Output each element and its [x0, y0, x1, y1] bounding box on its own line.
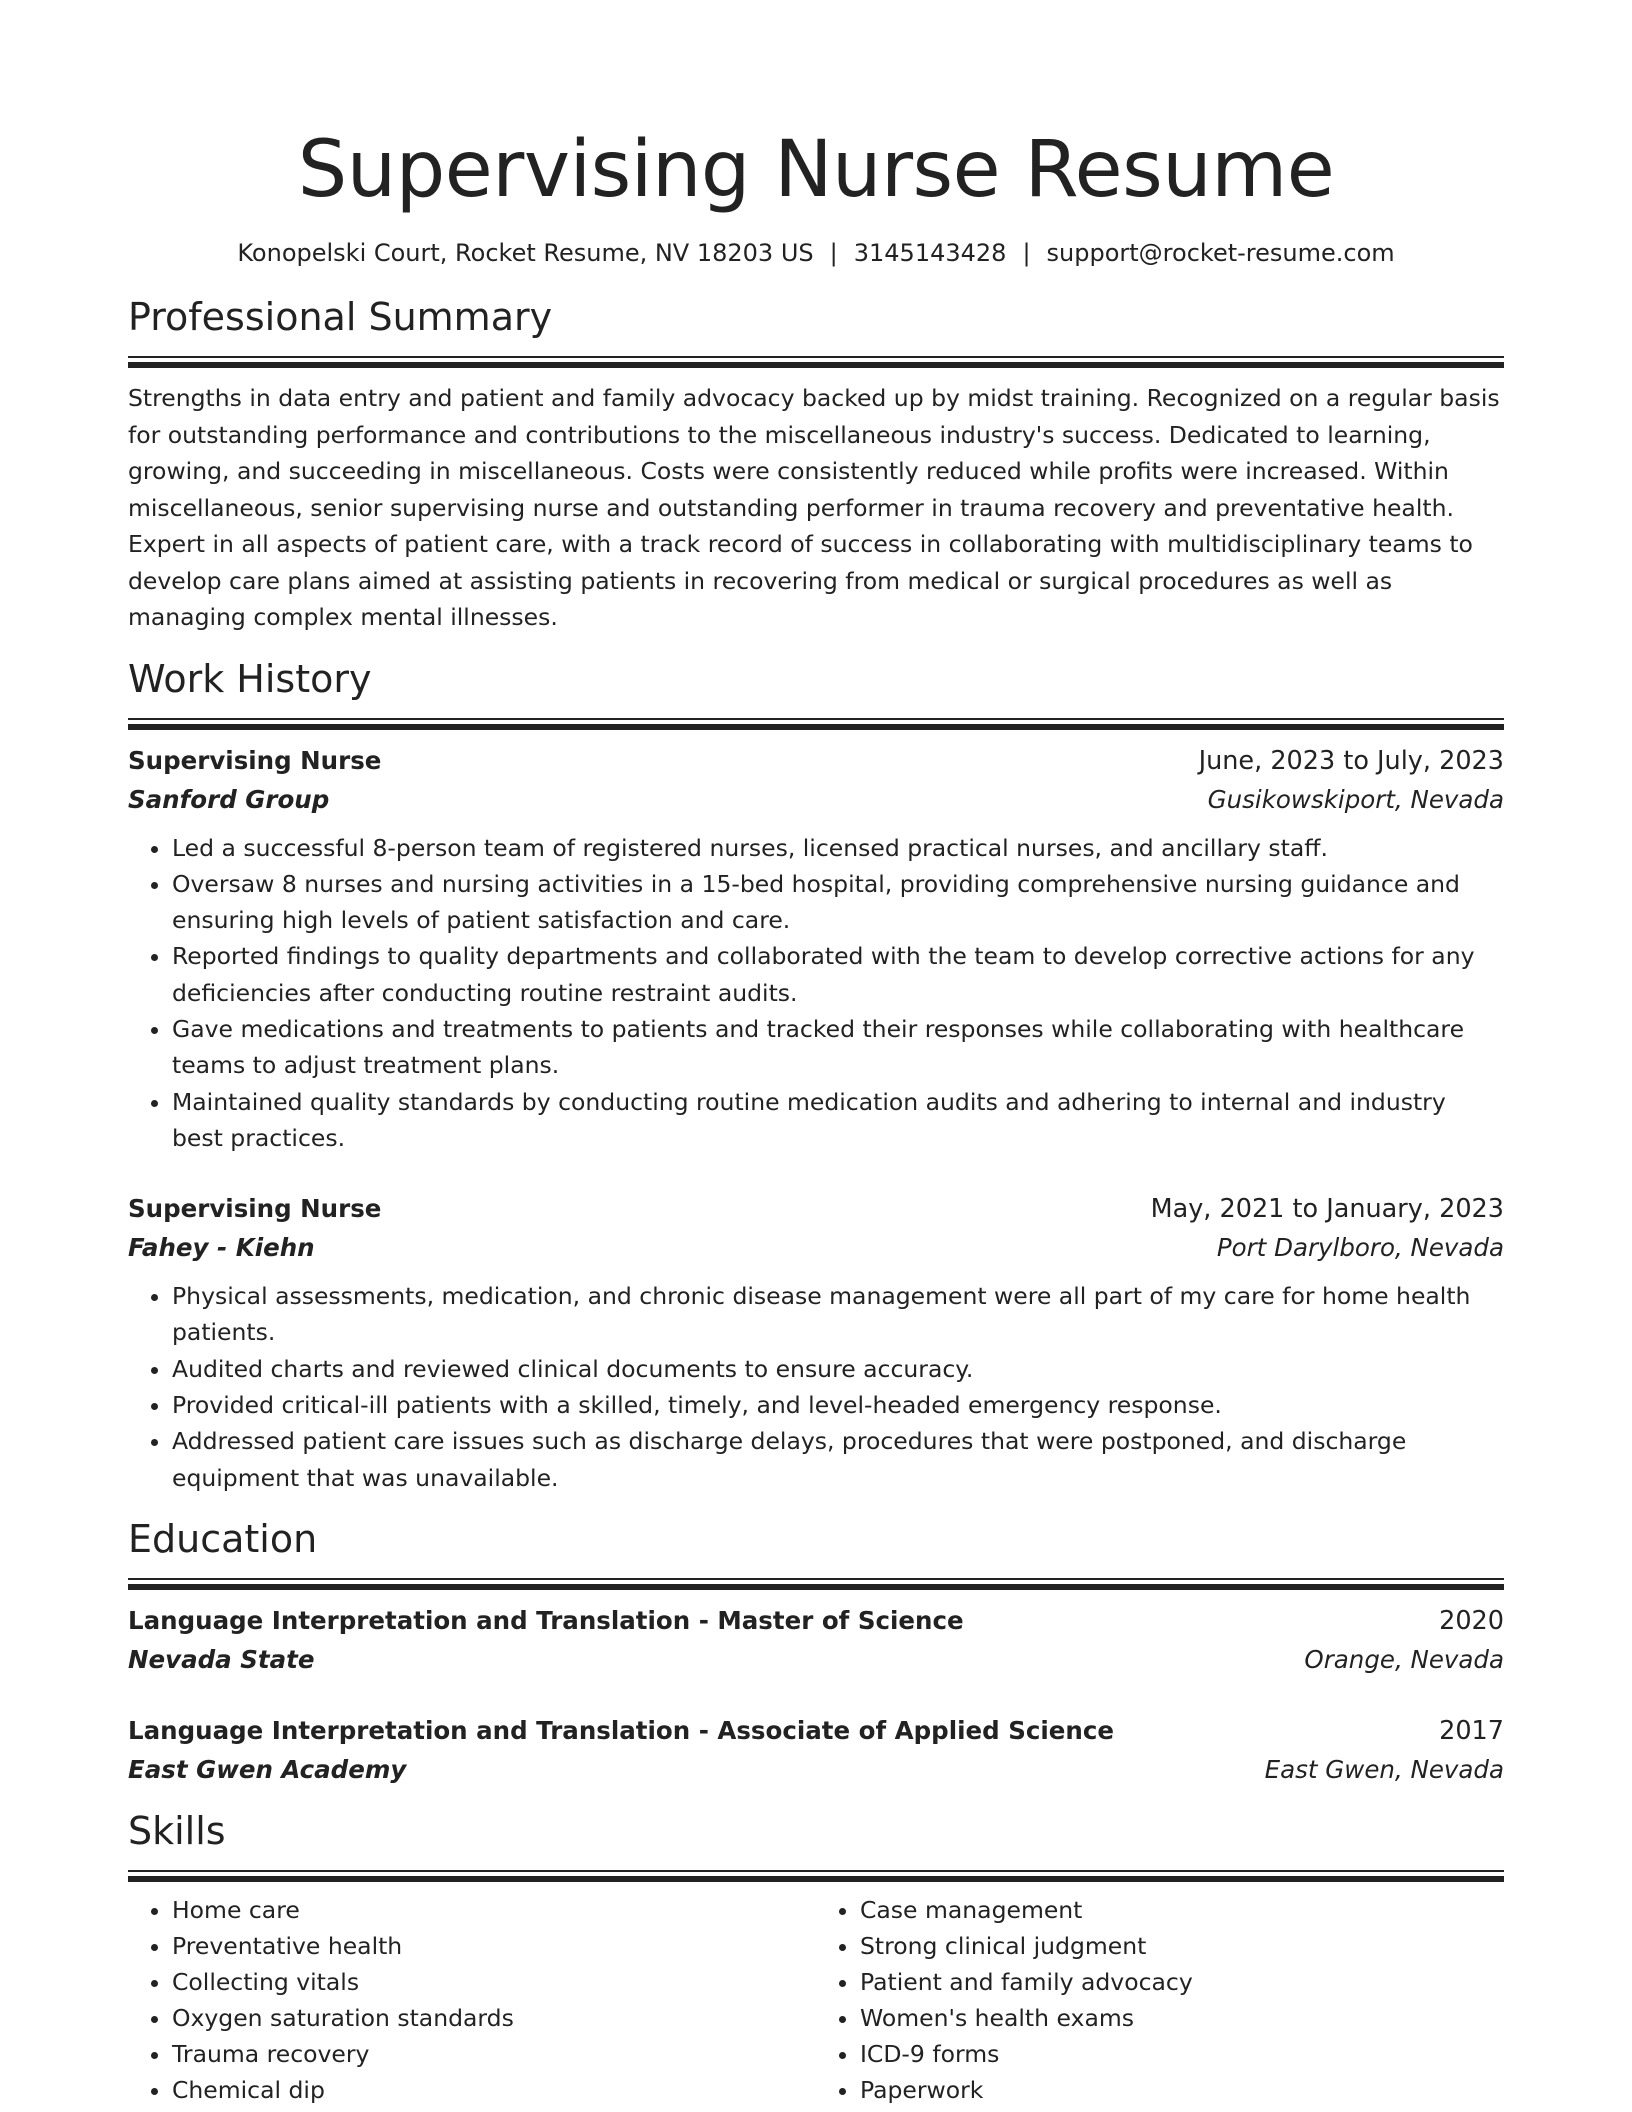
work-history-section	[128, 656, 1504, 1496]
list-item: • Physical assessments, medication, and chronic disease management were all part of my care for home health patients.	[172, 1278, 1504, 1351]
page-title: Supervising Nurse Resume	[297, 125, 1335, 215]
school-location: Orange, Nevada	[1304, 1644, 1504, 1674]
section-heading: Professional Summary	[128, 295, 553, 339]
section-divider	[128, 1870, 1504, 1882]
address: Konopelski Court, Rocket Resume, NV 18203 US	[237, 239, 814, 267]
section-divider	[128, 1578, 1504, 1590]
job-title: Supervising Nurse	[128, 1194, 382, 1224]
job-bullets	[128, 830, 1504, 1157]
list-item: • Gave medications and treatments to patients and tracked their responses while collaborating with healthcare teams to adjust treatment plans.	[172, 1011, 1504, 1084]
list-item: • Led a successful 8-person team of registered nurses, licensed practical nurses, and ancillary staff.	[172, 830, 1504, 866]
list-item: • Audited charts and reviewed clinical documents to ensure accuracy.	[172, 1351, 1504, 1387]
summary-text: Strengths in data entry and patient and family advocacy backed up by midst training. Recognized on a regular basis for outstanding performance and contributions to the miscellaneous industry's success. Dedicated to learning, growing, and succeeding in miscellaneous. Costs were consistently reduced while profits were increased. Within miscellaneous, senior supervising nurse and outstanding performer in trauma recovery and preventative health. Expert in all aspects of patient care, with a track record of success in collaborating with multidisciplinary teams to develop care plans aimed at assisting patients in recovering from medical or surgical procedures as well as managing complex mental illnesses.	[128, 384, 1500, 631]
skill-item: • ICD-9 forms	[860, 2036, 1504, 2072]
skill-item: • Case management	[860, 1892, 1504, 1928]
degree: Language Interpretation and Translation - Associate of Applied Science	[128, 1715, 1114, 1745]
list-item: • Addressed patient care issues such as discharge delays, procedures that were postponed, and discharge equipment that was unavailable.	[172, 1423, 1504, 1496]
job-title: Supervising Nurse	[128, 745, 382, 775]
graduation-year: 2020	[1439, 1605, 1504, 1636]
email-link[interactable]: support@rocket-resume.com	[1046, 239, 1395, 267]
skill-item: • Paperwork	[860, 2072, 1504, 2108]
summary-section	[128, 294, 1504, 636]
job-location: Gusikowskiport, Nevada	[1207, 784, 1504, 814]
job-bullets	[128, 1278, 1504, 1496]
section-heading: Education	[128, 1516, 318, 1561]
list-item: • Provided critical-ill patients with a skilled, timely, and level-headed emergency response.	[172, 1387, 1504, 1423]
skill-item: • Strong clinical judgment	[860, 1928, 1504, 1964]
job-dates: June, 2023 to July, 2023	[1198, 745, 1504, 776]
list-item: • Maintained quality standards by conducting routine medication audits and adhering to internal and industry best practices.	[172, 1084, 1504, 1157]
list-item: • Oversaw 8 nurses and nursing activities in a 15-bed hospital, providing comprehensive nursing guidance and ensuring high levels of patient satisfaction and care.	[172, 866, 1504, 939]
company-name: Fahey - Kiehn	[128, 1233, 315, 1263]
skill-item: • Preventative health	[172, 1928, 816, 1964]
school-location: East Gwen, Nevada	[1264, 1754, 1504, 1784]
skill-item: • Collecting vitals	[172, 1964, 816, 2000]
section-divider	[128, 718, 1504, 730]
school-name: East Gwen Academy	[128, 1754, 407, 1784]
section-heading: Skills	[128, 1808, 226, 1853]
skills-section	[128, 1808, 1504, 2108]
contact-line	[128, 237, 1504, 269]
job-entry	[128, 1190, 1504, 1496]
section-divider	[128, 356, 1504, 368]
skills-columns	[128, 1892, 1504, 2108]
education-section	[128, 1516, 1504, 1790]
resume-page	[128, 0, 1504, 2108]
section-heading: Work History	[128, 656, 372, 701]
job-dates: May, 2021 to January, 2023	[1150, 1194, 1504, 1225]
education-entry	[128, 1602, 1504, 1680]
company-name: Sanford Group	[128, 784, 330, 814]
job-location: Port Darylboro, Nevada	[1216, 1233, 1504, 1263]
separator: |	[829, 239, 838, 267]
skills-list-right	[816, 1892, 1504, 2108]
list-item: • Reported findings to quality departments and collaborated with the team to develop corrective actions for any deficiencies after conducting routine restraint audits.	[172, 938, 1504, 1011]
graduation-year: 2017	[1439, 1715, 1504, 1746]
skill-item: • Home care	[172, 1892, 816, 1928]
phone: 3145143428	[853, 239, 1007, 267]
job-entry	[128, 742, 1504, 1157]
school-name: Nevada State	[128, 1644, 315, 1674]
education-entry	[128, 1712, 1504, 1790]
degree: Language Interpretation and Translation - Master of Science	[128, 1605, 964, 1635]
skill-item: • Patient and family advocacy	[860, 1964, 1504, 2000]
separator: |	[1022, 239, 1031, 267]
skill-item: • Women's health exams	[860, 2000, 1504, 2036]
skills-list-left	[128, 1892, 816, 2108]
skill-item: • Chemical dip	[172, 2072, 816, 2108]
skill-item: • Oxygen saturation standards	[172, 2000, 816, 2036]
skill-item: • Trauma recovery	[172, 2036, 816, 2072]
